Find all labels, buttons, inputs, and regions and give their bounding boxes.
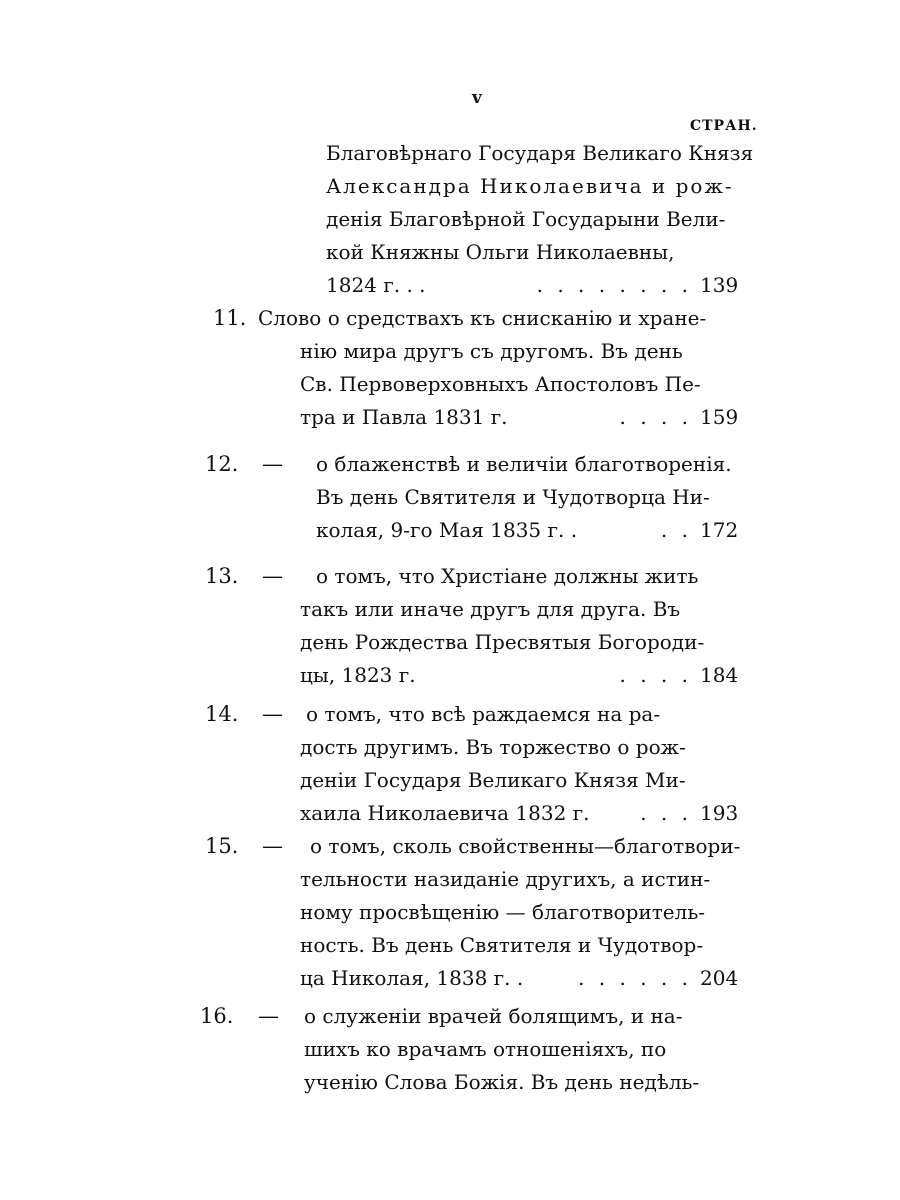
entry-line: цы, 1823 г.: [300, 663, 416, 687]
dot-leader: . .: [660, 518, 692, 542]
toc-entry: [0, 137, 900, 302]
entry-number: 16.: [200, 1004, 234, 1028]
entry-line: Слово о средствахъ къ снисканію и хране-: [258, 306, 707, 330]
entry-number: 11.: [213, 306, 247, 330]
entry-line: о томъ, сколь свойственны—благотвори-: [310, 834, 741, 858]
page-number: 184: [700, 663, 739, 687]
entry-line: Александра Николаевича и рож-: [326, 174, 734, 198]
entry-line: ца Николая, 1838 г. .: [300, 966, 524, 990]
entry-line: денія Благовѣрной Государыни Вели-: [326, 207, 726, 231]
entry-last-line: [300, 401, 700, 434]
entry-line: хаила Николаевича 1832 г.: [300, 801, 590, 825]
toc-entry: [0, 698, 900, 830]
entry-line: ному просвѣщенію — благотворитель-: [300, 900, 705, 924]
ditto-dash: —: [262, 834, 283, 858]
entry-last-line: [300, 962, 700, 995]
ditto-dash: —: [262, 702, 283, 726]
dot-leader: . . . .: [619, 405, 692, 429]
toc-entry: [0, 448, 900, 547]
page-number: 139: [700, 273, 739, 297]
toc-entry: [0, 1000, 900, 1099]
entry-line: нію мира другъ съ другомъ. Въ день: [300, 339, 683, 363]
entry-number: 13.: [205, 564, 239, 588]
page-numeral: v: [472, 88, 482, 108]
entry-line: ность. Въ день Святителя и Чудотвор-: [300, 933, 704, 957]
ditto-dash: —: [262, 452, 283, 476]
toc-entry: [0, 830, 900, 995]
entry-number: 12.: [205, 452, 239, 476]
dot-leader: . . .: [640, 801, 692, 825]
entry-line: о служеніи врачей болящимъ, и на-: [304, 1004, 683, 1028]
entry-line: Въ день Святителя и Чудотворца Ни-: [316, 485, 710, 509]
pages-column-header: СТРАН.: [690, 118, 758, 134]
entry-line: тельности назиданіе другихъ, а истин-: [300, 867, 711, 891]
entry-line: о томъ, что всѣ раждаемся на ра-: [306, 702, 661, 726]
page-number: 193: [700, 801, 739, 825]
entry-last-line: [300, 797, 700, 830]
toc-entry: [0, 560, 900, 692]
entry-line: Св. Первоверховныхъ Апостоловъ Пе-: [300, 372, 701, 396]
entry-line: о томъ, что Христіане должны жить: [316, 564, 699, 588]
entry-line: деніи Государя Великаго Князя Ми-: [300, 768, 686, 792]
entry-last-line: [326, 269, 700, 302]
toc-entry: [0, 302, 900, 434]
page-number: 172: [700, 518, 739, 542]
ditto-dash: —: [262, 564, 283, 588]
entry-number: 15.: [205, 834, 239, 858]
entry-line: 1824 г. . .: [326, 273, 426, 297]
entry-line: день Рождества Пресвятыя Богороди-: [300, 630, 705, 654]
entry-line: Благовѣрнаго Государя Великаго Князя: [326, 141, 754, 165]
entry-line: такъ или иначе другъ для друга. Въ: [300, 597, 681, 621]
ditto-dash: —: [258, 1004, 279, 1028]
entry-line: дость другимъ. Въ торжество о рож-: [300, 735, 686, 759]
dot-leader: . . . . . . . .: [536, 273, 692, 297]
page-number: 204: [700, 966, 739, 990]
entry-last-line: [300, 659, 700, 692]
entry-line: о блаженствѣ и величіи благотворенія.: [316, 452, 732, 476]
entry-line: кой Княжны Ольги Николаевны,: [326, 240, 675, 264]
page-number: 159: [700, 405, 739, 429]
dot-leader: . . . .: [619, 663, 692, 687]
entry-last-line: [316, 514, 700, 547]
entry-line: тра и Павла 1831 г.: [300, 405, 508, 429]
entry-line: шихъ ко врачамъ отношеніяхъ, по: [304, 1037, 667, 1061]
entry-number: 14.: [205, 702, 239, 726]
entry-line: колая, 9-го Мая 1835 г. .: [316, 518, 578, 542]
entry-line: ученію Слова Божія. Въ день недѣль-: [304, 1070, 700, 1094]
dot-leader: . . . . . .: [578, 966, 692, 990]
